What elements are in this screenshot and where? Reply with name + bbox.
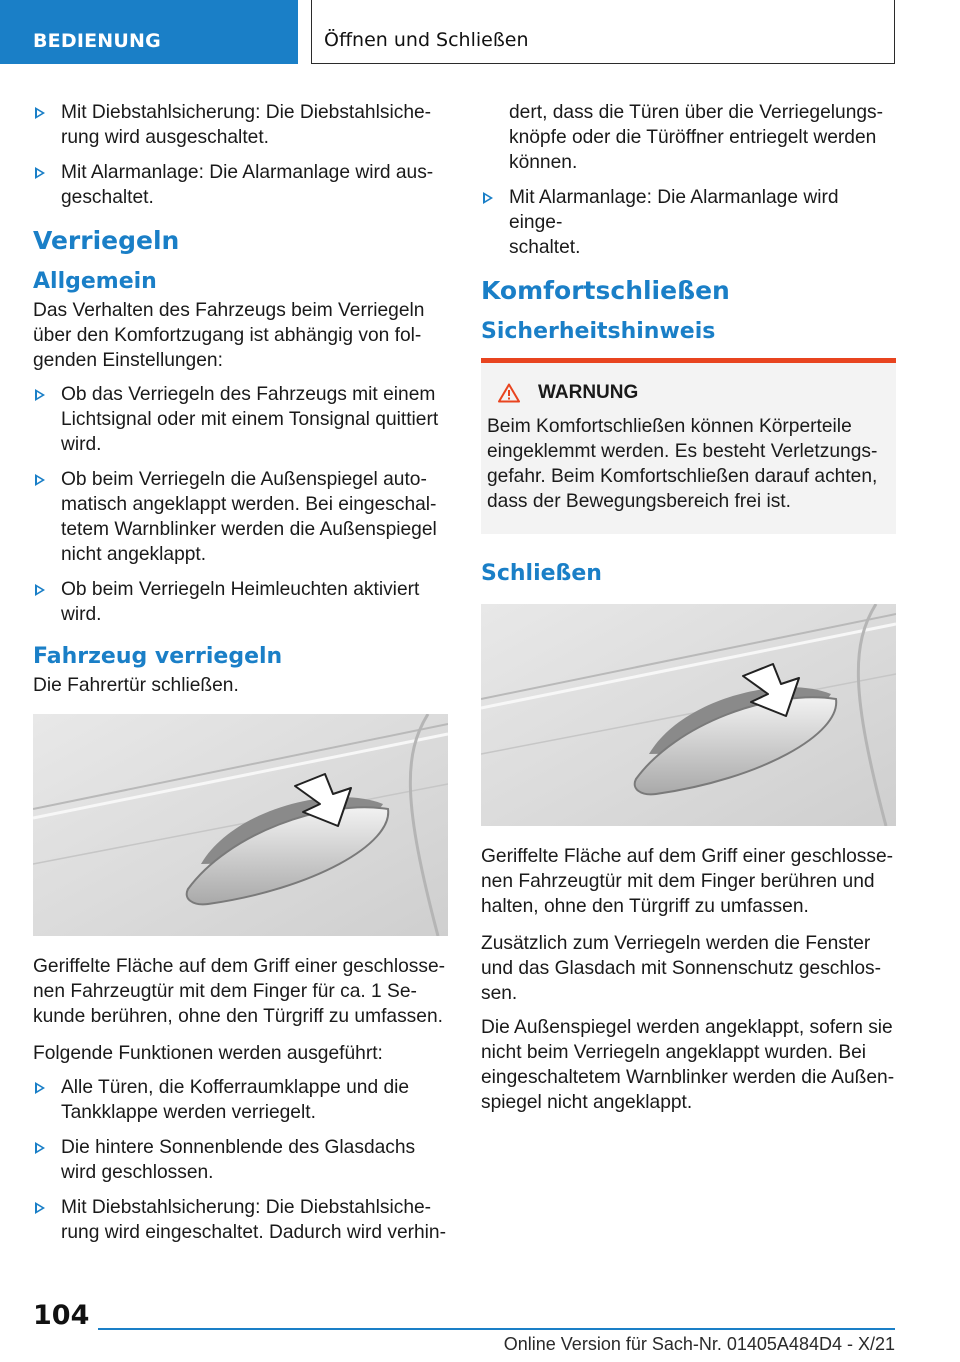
heading-verriegeln: Verriegeln bbox=[33, 226, 180, 255]
heading-allgemein: Allgemein bbox=[33, 269, 157, 294]
triangle-bullet-icon bbox=[483, 192, 493, 204]
triangle-bullet-icon bbox=[35, 474, 45, 486]
page-number: 104 bbox=[33, 1300, 90, 1331]
list-item: Ob das Verriegeln des Fahrzeugs mit einem Lichtsignal oder mit einem Tonsignal quittiert wird. bbox=[33, 382, 448, 457]
warning-text: Beim Komfortschließen können Körperteile eingeklemmt werden. Es besteht Verletzungs- gefahr. Beim Komfortschließen darauf achten, dass der Bewegungsbereich frei ist. bbox=[487, 416, 878, 512]
paragraph-aussenspiegel: Die Außenspiegel werden angeklappt, sofern sie nicht beim Verriegeln angeklappt wurden. Bei eingeschaltetem Warnblinker werden die Außen- spiegel nicht angeklappt. bbox=[481, 1017, 895, 1113]
section-header: BEDIENUNG bbox=[0, 0, 298, 64]
heading-fahrzeug-verriegeln: Fahrzeug verriegeln bbox=[33, 644, 283, 669]
paragraph-allgemein: Das Verhalten des Fahrzeugs beim Verriegeln über den Komfortzugang ist abhängig von fol- genden Einstellungen: bbox=[33, 300, 425, 371]
list-item: Mit Alarmanlage: Die Alarmanlage wird einge- schaltet. bbox=[481, 185, 896, 260]
paragraph-functions-intro: Folgende Funktionen werden ausgeführt: bbox=[33, 1043, 383, 1064]
heading-komfortschliessen: Komfortschließen bbox=[481, 276, 730, 305]
door-handle-image bbox=[481, 604, 896, 826]
caption-left: Geriffelte Fläche auf dem Griff einer geschlosse- nen Fahrzeugtür mit dem Finger für ca. 1 Se- kunde berühren, ohne den Türgriff zu umfassen. bbox=[33, 956, 446, 1027]
heading-sicherheitshinweis: Sicherheitshinweis bbox=[481, 319, 716, 344]
door-handle-illustration bbox=[481, 604, 896, 826]
footer-divider bbox=[98, 1328, 895, 1330]
triangle-bullet-icon bbox=[35, 107, 45, 119]
warning-title: WARNUNG bbox=[487, 381, 886, 405]
list-item: Ob beim Verriegeln Heimleuchten aktiviert wird. bbox=[33, 577, 448, 627]
list-item: Mit Alarmanlage: Die Alarmanlage wird aus- geschaltet. bbox=[33, 160, 448, 210]
list-item: Die hintere Sonnenblende des Glasdachs wird geschlossen. bbox=[33, 1135, 448, 1185]
door-handle-illustration bbox=[33, 714, 448, 936]
warning-box bbox=[481, 358, 896, 534]
triangle-bullet-icon bbox=[35, 1082, 45, 1094]
triangle-bullet-icon bbox=[35, 167, 45, 179]
heading-schliessen: Schließen bbox=[481, 561, 602, 586]
left-column bbox=[33, 100, 448, 1255]
paragraph-fenster: Zusätzlich zum Verriegeln werden die Fenster und das Glasdach mit Sonnenschutz geschlos- sen. bbox=[481, 933, 881, 1004]
list-item: Mit Diebstahlsicherung: Die Diebstahlsiche- rung wird eingeschaltet. Dadurch wird verhin- bbox=[33, 1195, 448, 1245]
triangle-bullet-icon bbox=[35, 1142, 45, 1154]
triangle-bullet-icon bbox=[35, 1202, 45, 1214]
triangle-bullet-icon bbox=[35, 584, 45, 596]
chapter-title: Öffnen und Schließen bbox=[311, 0, 895, 64]
list-item: Alle Türen, die Kofferraumklappe und die Tankklappe werden verriegelt. bbox=[33, 1075, 448, 1125]
right-column bbox=[481, 100, 896, 1115]
warning-triangle-icon bbox=[498, 383, 520, 403]
triangle-bullet-icon bbox=[35, 389, 45, 401]
list-item: Ob beim Verriegeln die Außenspiegel auto- matisch angeklappt werden. Bei eingeschal- tetem Warnblinker werden die Außenspiegel nicht angeklappt. bbox=[33, 467, 448, 567]
list-item: Mit Diebstahlsicherung: Die Diebstahlsiche- rung wird ausgeschaltet. bbox=[33, 100, 448, 150]
footer-text: Online Version für Sach-Nr. 01405A484D4 - X/21 bbox=[503, 1334, 895, 1354]
caption-right: Geriffelte Fläche auf dem Griff einer geschlosse- nen Fahrzeugtür mit dem Finger berühren und halten, ohne den Türgriff zu umfassen. bbox=[481, 846, 894, 917]
paragraph-fahrertuer: Die Fahrertür schließen. bbox=[33, 675, 239, 696]
list-item-continuation: dert, dass die Türen über die Verriegelungs- knöpfe oder die Türöffner entriegelt werden können. bbox=[509, 102, 884, 173]
door-handle-image bbox=[33, 714, 448, 936]
